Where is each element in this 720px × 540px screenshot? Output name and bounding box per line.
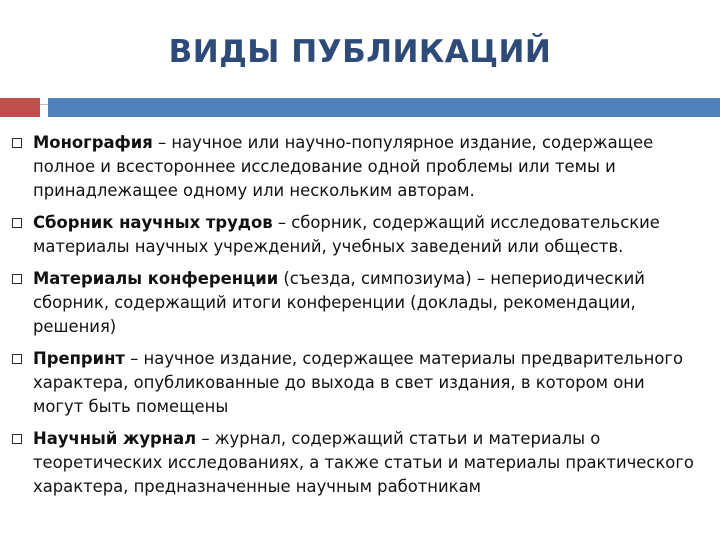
accent-bar-blue [48,98,720,117]
item-term: Научный журнал [33,429,197,448]
list-item-conference-materials [12,267,700,339]
item-term: Монография [33,133,153,152]
list-item-preprint [12,347,700,419]
square-bullet-icon [12,434,22,444]
item-description: – журнал, содержащий статьи и материалы о теоретических исследованиях, а также статьи и материалы практического характера, предназначенные научным работникам [33,429,694,496]
item-description: – сборник, содержащий исследовательские материалы научных учреждений, учебных заведений или обществ. [33,213,660,256]
square-bullet-icon [12,354,22,364]
list-item-proceedings-collection [12,211,700,259]
slide-title: ВИДЫ ПУБЛИКАЦИЙ [168,34,552,70]
publication-types-list [12,131,700,507]
square-bullet-icon [12,274,22,284]
item-term: Сборник научных трудов [33,213,273,232]
square-bullet-icon [12,138,22,148]
item-term: Материалы конференции [33,269,279,288]
item-term: Препринт [33,349,125,368]
list-item-monograph [12,131,700,203]
accent-divider [40,104,48,105]
item-description: – научное или научно-популярное издание, содержащее полное и всестороннее исследование одной проблемы или темы и принадлежащее одному или нескольким авторам. [33,133,654,200]
list-item-scientific-journal [12,427,700,499]
item-description: – научное издание, содержащее материалы предварительного характера, опубликованные до выхода в свет издания, в котором они могут быть помещены [33,349,684,416]
square-bullet-icon [12,218,22,228]
item-description: (съезда, симпозиума) – непериодический сборник, содержащий итоги конференции (доклады, рекомендации, решения) [33,269,645,336]
accent-bar-red [0,98,40,117]
